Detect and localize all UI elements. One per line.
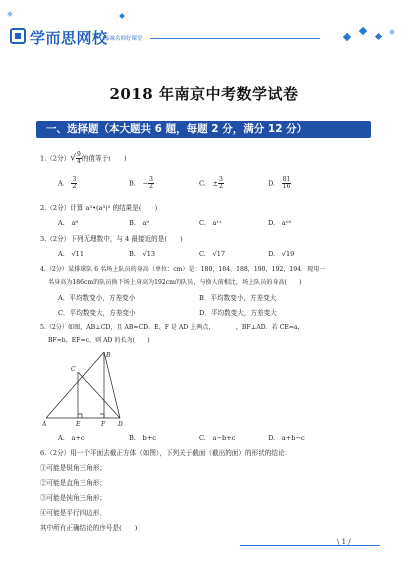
decor-diamond — [359, 27, 367, 35]
line-b-to-d — [104, 352, 120, 418]
decor-diamond — [343, 33, 351, 41]
point-a-label: A — [42, 421, 47, 428]
line-a-to-b — [46, 352, 104, 418]
decor-diamond — [7, 11, 13, 17]
decor-diamond — [375, 33, 382, 40]
question-4-stem-line1: 4.（2分）某排球队 6 名场上队员的身高（单位：cm）是：180，184，188，190，192，194．现用一 — [40, 266, 326, 273]
exam-title: 2018 年南京中考数学试卷 — [109, 85, 299, 103]
question-3-option-d: D. √19 — [268, 250, 295, 258]
question-4-option-a: A．平均数变小，方差变小 — [58, 294, 136, 302]
header-divider — [150, 38, 320, 39]
question-4-option-b: B．平均数变小，方差变大 — [199, 294, 277, 302]
point-e-label: E — [76, 421, 81, 428]
decor-diamond — [119, 13, 125, 19]
question-1-option-b: B. − $\frac{3}{2}$ — [129, 176, 153, 190]
question-3-option-c: C. √17 — [199, 250, 226, 258]
question-2-option-a: A. a⁸ — [58, 219, 79, 227]
point-b-label: B — [106, 352, 111, 359]
question-3-option-b: B. √13 — [129, 250, 156, 258]
footer-divider — [240, 545, 380, 546]
question-6-stem: 6.（2分）用一个平面去截正方体（如图），下列关于截面（截出的面）的形状的结论： — [40, 449, 292, 457]
question-1-stem: 1.（2分）√ $\frac{9}{4}$ 的值等于( ) — [40, 151, 127, 165]
question-2-option-b: B. a⁹ — [129, 219, 150, 227]
question-5-figure — [42, 350, 132, 430]
logo-icon — [10, 28, 26, 44]
point-d-label: D — [118, 421, 123, 428]
question-4-option-d: D．平均数变大，方差变大 — [199, 309, 277, 317]
question-6-statement-4: ④可能是平行四边形． — [40, 509, 106, 517]
question-5-option-b: B. b+c — [129, 434, 156, 442]
question-6-statement-2: ②可能是直角三角形； — [40, 479, 106, 487]
question-2-option-c: C. a¹¹ — [199, 219, 222, 227]
question-1-option-a: A. $\frac{3}{2}$ — [58, 176, 77, 190]
page-number: \ 1 / — [337, 538, 351, 546]
question-4-stem-line2: 名身高为186cm的队员换下场上身高为192cm的队员，与换人前相比，场上队员的身高( ) — [48, 279, 302, 286]
question-1-option-d: D. $\frac{81}{16}$ — [268, 176, 291, 190]
right-angle-e — [78, 414, 82, 418]
point-f-label: F — [101, 421, 106, 428]
question-5-option-d: D. a+b−c — [268, 434, 305, 442]
right-angle-f — [100, 414, 104, 418]
question-6-ask: 其中所有正确结论的序号是( ) — [40, 524, 138, 532]
line-cd — [78, 372, 120, 418]
question-3-stem: 3.（2分）下列无理数中，与 4 最接近的是( ) — [40, 235, 183, 243]
page-header — [0, 0, 408, 62]
question-5-stem-line1: 5.（2分）如图，AB⊥CD，且 AB=CD．E、F 是 AD 上两点， ，BF⊥AD．若 CE=a， — [40, 324, 304, 331]
question-2-option-d: D. a¹⁸ — [268, 219, 291, 227]
question-1-option-c: C. ± $\frac{3}{2}$ — [199, 176, 223, 190]
section-banner: 一、选择题（本大题共 6 题，每题 2 分，满分 12 分） — [36, 121, 371, 138]
point-c-label: C — [71, 366, 76, 373]
question-5-option-c: C. a−b+c — [199, 434, 236, 442]
brand-slogan: 品味名师好课堂 — [104, 36, 143, 42]
question-4-option-c: C．平均数变大，方差变小 — [58, 309, 136, 317]
question-6-statement-1: ①可能是锐角三角形； — [40, 464, 106, 472]
question-5-option-a: A. a+c — [58, 434, 85, 442]
brand-logo-text: 学而思网校 — [30, 29, 108, 47]
question-5-stem-line2: BF=b，EF=c，则 AD 的长为( ) — [48, 337, 150, 344]
question-2-stem: 2.（2分）计算 a³•(a³)² 的结果是( ) — [40, 204, 158, 212]
decor-diamond — [389, 29, 395, 35]
question-6-statement-3: ③可能是钝角三角形； — [40, 494, 106, 502]
question-3-option-a: A. √11 — [58, 250, 85, 258]
